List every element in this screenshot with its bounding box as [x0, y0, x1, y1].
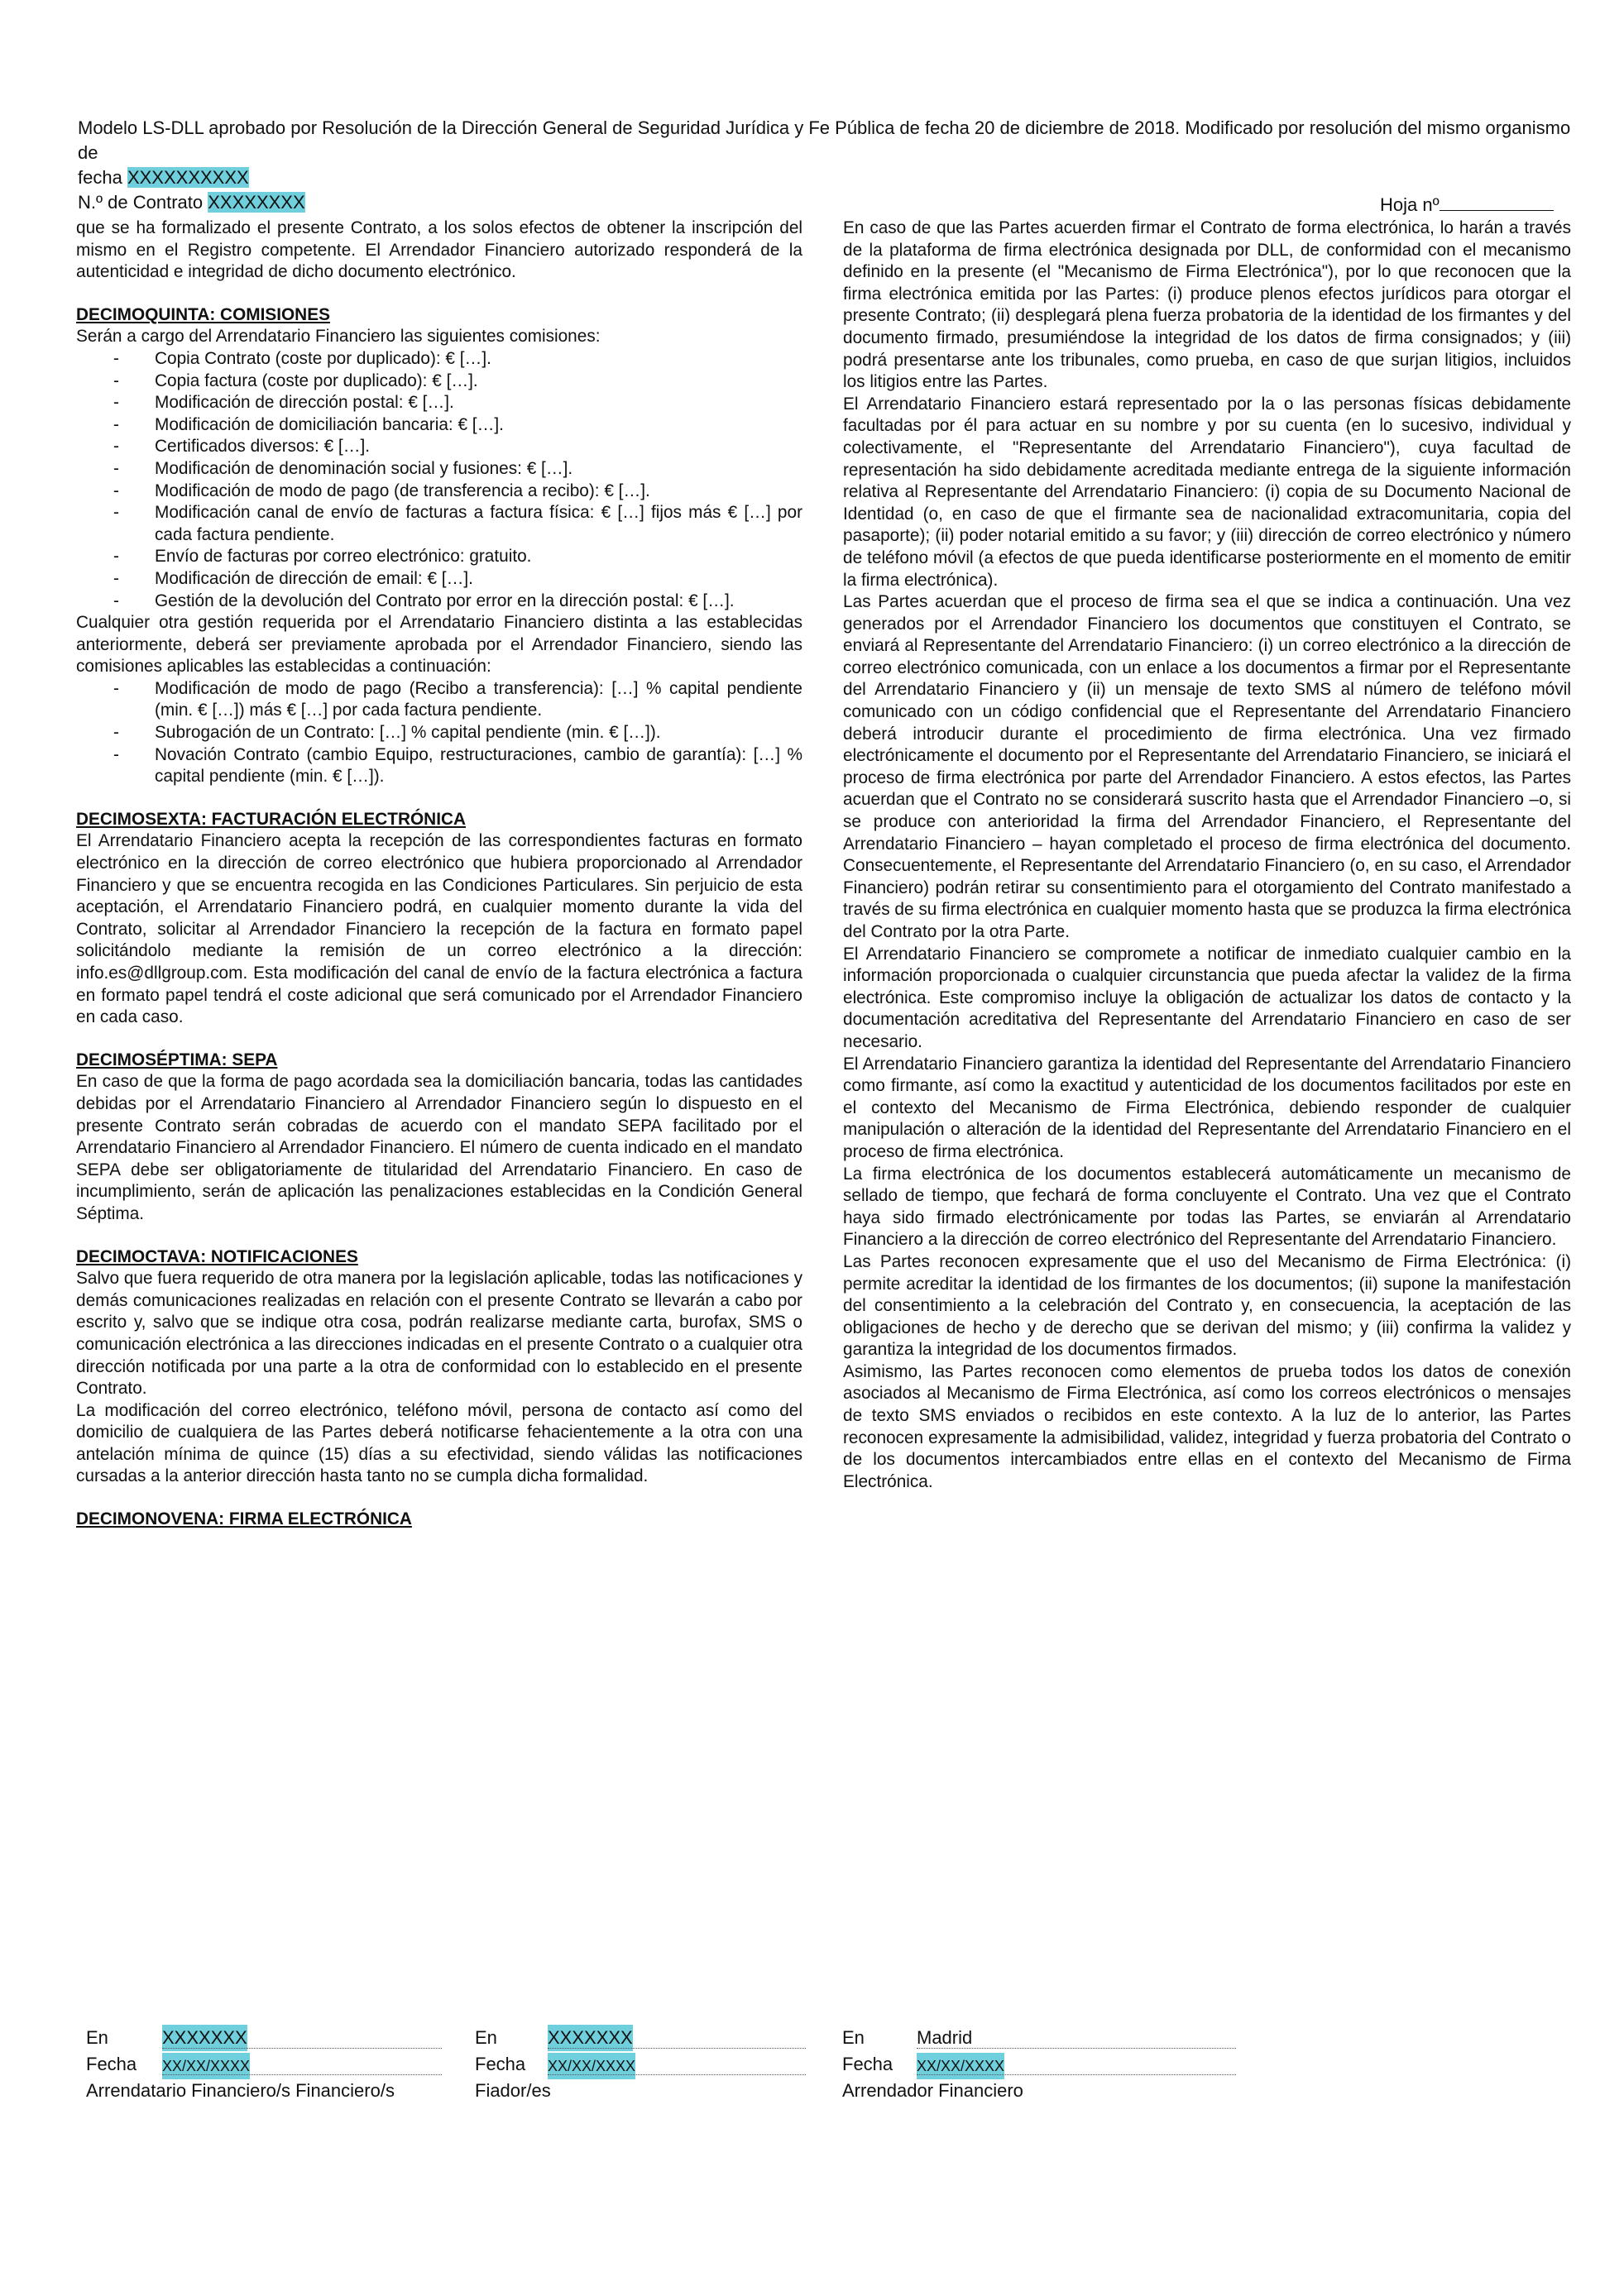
esign-paragraph-3: Las Partes acuerdan que el proceso de firma sea el que se indica a continuación. Una vez generados por el Arrendador Financiero los documentos que constituyen el Contrato, se enviará al Representante del Arrendatario Financiero: (i) un correo electrónico a la dirección de correo electrónico comunicada, con un enlace a los documentos a firmar por el Representante del Arrendatario Financiero y (ii) un mensaje de texto SMS al número de teléfono móvil comunicado con un código confidencial que el Representante del Arrendatario Financiero deberá introducir durante el procedimiento de firma electrónica. Una vez firmado electrónicamente el documento por el Representante del Arrendatario Financiero, se iniciará el proceso de firma electrónica por parte del Arrendador Financiero. A estos efectos, las Partes acuerdan que el Contrato no se considerará suscrito hasta que el Arrendador Financiero –o, si se produce con anterioridad la firma del Arrendador Financiero, el Representante del Arrendatario Financiero – hayan completado el proceso de firma electrónica del documento. Consecuentemente, el Representante del Arrendatario Financiero (o, en su caso, el Arrendador Financiero) podrán retirar su consentimiento para el otorgamiento del Contrato manifestado a través de su firma electrónica en cualquier momento hasta que se produzca la firma electrónica del Contrato por la otra Parte. — [843, 592, 1571, 941]
esign-paragraph-6: La firma electrónica de los documentos establecerá automáticamente un mecanismo de sellado de tiempo, que fechará de forma concluyente el Contrato. Una vez que el Contrato haya sido firmado electrónicamente por todas las Partes, se enviarán al Arrendatario Financiero a la dirección de correo electrónico del Representante del Arrendatario Financiero. — [843, 1164, 1571, 1250]
place-label: En — [842, 2027, 865, 2048]
date-label: Fecha — [475, 2054, 526, 2074]
list-item: - Gestión de la devolución del Contrato por error en la dirección postal: € […]. — [76, 591, 802, 613]
place-field[interactable]: XXXXXXX — [162, 2025, 247, 2051]
section-17-title: DECIMOSÉPTIMA: SEPA — [76, 1050, 278, 1069]
list-item: - Modificación de domiciliación bancaria: € […]. — [76, 414, 802, 437]
header-model-text: Modelo LS-DLL aprobado por Resolución de la Dirección General de Seguridad Jurídica y Fe Pública de fecha 20 de diciembre de 2018. Modificado por resolución del mismo organismo de — [78, 117, 1571, 163]
list-item: - Certificados diversos: € […]. — [76, 436, 802, 458]
date-field[interactable]: XX/XX/XXXX — [162, 2053, 250, 2079]
page-number-label: Hoja nº — [1380, 194, 1440, 215]
page-number-field — [1380, 194, 1554, 217]
header-contract-line — [78, 190, 1575, 215]
page-number-blank[interactable] — [1440, 194, 1554, 211]
list-item: - Novación Contrato (cambio Equipo, restructuraciones, cambio de garantía): […] % capital pendiente (min. € […]). — [76, 744, 802, 788]
signer-role: Arrendatario Financiero/s Financiero/s — [86, 2080, 395, 2101]
list-item: - Copia factura (coste por duplicado): € […]. — [76, 371, 802, 393]
date-field[interactable]: XX/XX/XXXX — [548, 2053, 635, 2079]
list-item: - Modificación de modo de pago (Recibo a transferencia): […] % capital pendiente (min. € […]) más € […] por cada factura pendiente. — [76, 678, 802, 722]
esign-paragraph-7: Las Partes reconocen expresamente que el uso del Mecanismo de Firma Electrónica: (i) permite acreditar la identidad de los firmantes de los documentos; (ii) supone la manifestación del consentimiento a la celebración del Contrato y, en consecuencia, la aceptación de las obligaciones de hecho y de derecho que se derivan del mismo; y (iii) confirma la validez y garantiza la integridad de los documentos firmados. — [843, 1251, 1571, 1360]
place-field[interactable]: XXXXXXX — [548, 2025, 633, 2051]
signature-block-guarantor — [475, 2025, 806, 2101]
list-item: - Modificación de modo de pago (de transferencia a recibo): € […]. — [76, 481, 802, 503]
date-label: Fecha — [842, 2054, 893, 2074]
list-item: - Modificación de denominación social y fusiones: € […]. — [76, 458, 802, 481]
place-label: En — [86, 2027, 108, 2048]
section-19-title: DECIMONOVENA: FIRMA ELECTRÓNICA — [76, 1509, 412, 1529]
section-15-intro: Serán a cargo del Arrendatario Financiero las siguientes comisiones: — [76, 327, 601, 347]
header-fecha-field[interactable]: XXXXXXXXXX — [127, 167, 249, 188]
left-column — [76, 218, 802, 1531]
date-field[interactable]: XX/XX/XXXX — [917, 2053, 1004, 2079]
intro-paragraph: que se ha formalizado el presente Contrato, a los solos efectos de obtener la inscripción del mismo en el Registro competente. El Arrendador Financiero autorizado responderá de la autenticidad e integridad de dicho documento electrónico. — [76, 218, 802, 282]
signer-role: Fiador/es — [475, 2080, 551, 2101]
signature-block-lessor — [842, 2025, 1236, 2101]
esign-paragraph-1: En caso de que las Partes acuerden firmar el Contrato de forma electrónica, lo harán a través de la plataforma de firma electrónica designada por DLL, de conformidad con el mecanismo definido en la presente (el "Mecanismo de Firma Electrónica"), por lo que reconocen que la firma electrónica emitida por las Partes: (i) produce plenos efectos jurídicos para otorgar el presente Contrato; (ii) desplegará plena fuerza probatoria de la identidad de los firmantes y del documento firmado, presumiéndose la integridad de los datos de firma consignados; y (iii) podrá presentarse ante los tribunales, como prueba, en caso de que surjan litigios, incluidos los litigios entre las Partes. — [843, 218, 1571, 392]
signature-block-lessee — [86, 2025, 442, 2101]
list-item: - Modificación de dirección de email: € […]. — [76, 568, 802, 591]
date-label: Fecha — [86, 2054, 137, 2074]
section-16-text: El Arrendatario Financiero acepta la recepción de las correspondientes facturas en formato electrónico en la dirección de correo electrónico que hubiera proporcionado al Arrendador Financiero y que se encuentra recogida en las Condiciones Particulares. Sin perjuicio de esta aceptación, el Arrendatario Financiero podrá, en cualquier momento durante la vida del Contrato, solicitar al Arrendador Financiero la recepción de la factura en formato papel solicitándolo mediante la remisión de un correo electrónico a la dirección: info.es@dllgroup.com. Esta modificación del canal de envío de la factura electrónica a factura en formato papel tendrá el coste adicional que será comunicado por el Arrendador Financiero en cada caso. — [76, 831, 802, 1027]
header-contract-field[interactable]: XXXXXXXX — [208, 192, 305, 213]
list-item: - Envío de facturas por correo electrónico: gratuito. — [76, 546, 802, 568]
list-item: - Modificación de dirección postal: € […]. — [76, 392, 802, 414]
section-18-text-2: La modificación del correo electrónico, teléfono móvil, persona de contacto así como del domicilio de cualquiera de las Partes deberá notificarse fehacientemente a la otra con una antelación mínima de quince (15) días a su efectividad, siendo válidas las notificaciones cursadas a la anterior dirección hasta tanto no se cumpla dicha formalidad. — [76, 1400, 802, 1486]
list-item: - Subrogación de un Contrato: […] % capital pendiente (min. € […]). — [76, 722, 802, 744]
section-18-title: DECIMOCTAVA: NOTIFICACIONES — [76, 1246, 358, 1266]
list-item: - Modificación canal de envío de facturas a factura física: € […] fijos más € […] por cada factura pendiente. — [76, 502, 802, 546]
esign-paragraph-4: El Arrendatario Financiero se compromete a notificar de inmediato cualquier cambio en la información proporcionada o cualquier circunstancia que pueda afectar la validez de la firma electrónica. Este compromiso incluye la obligación de actualizar los datos de contacto y la documentación acreditativa del Representante del Arrendatario Financiero en caso de ser necesario. — [843, 944, 1571, 1051]
list-item: - Copia Contrato (coste por duplicado): € […]. — [76, 348, 802, 371]
place-label: En — [475, 2027, 497, 2048]
section-15-title: DECIMOQUINTA: COMISIONES — [76, 304, 330, 324]
header-contract-label: N.º de Contrato — [78, 192, 204, 213]
signer-role: Arrendador Financiero — [842, 2080, 1023, 2101]
section-18-text-1: Salvo que fuera requerido de otra manera por la legislación aplicable, todas las notificaciones y demás comunicaciones realizadas en relación con el presente Contrato se llevarán a cabo por escrito y, salvo que se indique otra cosa, podrán realizarse mediante carta, burofax, SMS o comunicación electrónica a las direcciones indicadas en el presente Contrato o a cualquier otra dirección notificada por una parte a la otra de conformidad con lo establecido en el presente Contrato. — [76, 1269, 802, 1399]
document-header — [78, 116, 1575, 215]
header-fecha-line — [78, 165, 1575, 190]
section-16-title: DECIMOSEXTA: FACTURACIÓN ELECTRÓNICA — [76, 809, 467, 829]
place-field[interactable]: Madrid — [917, 2027, 973, 2048]
esign-paragraph-8: Asimismo, las Partes reconocen como elementos de prueba todos los datos de conexión asociados al Mecanismo de Firma Electrónica, así como los correos electrónicos o mensajes de texto SMS enviados o recibidos en este contexto. A la luz de lo anterior, las Partes reconocen expresamente la admisibilidad, validez, integridad y fuerza probatoria del Contrato o de los documentos intercambiados entre ellas en el contexto del Mecanismo de Firma Electrónica. — [843, 1361, 1571, 1491]
additional-fees-list — [76, 678, 802, 788]
right-column — [843, 218, 1571, 1493]
esign-paragraph-2: El Arrendatario Financiero estará representado por la o las personas físicas debidamente facultadas por él para actuar en su nombre y por su cuenta (en lo sucesivo, individual y colectivamente, el "Representante del Arrendatario Financiero"), cuya facultad de representación ha sido debidamente acreditada mediante entrega de la siguiente información relativa al Representante del Arrendatario Financiero: (i) copia de su Documento Nacional de Identidad (o, en caso de que el firmante sea de nacionalidad extracomunitaria, copia del pasaporte); (ii) poder notarial emitido a su favor; y (iii) dirección de correo electrónico y número de teléfono móvil (a efectos de que pueda identificarse posteriormente en el momento de emitir la firma electrónica). — [843, 394, 1571, 590]
section-15-mid: Cualquier otra gestión requerida por el Arrendatario Financiero distinta a las establecidas anteriormente, deberá ser previamente aprobada por el Arrendador Financiero, siendo las comisiones aplicables las establecidas a continuación: — [76, 613, 802, 677]
fees-list — [76, 348, 802, 612]
esign-paragraph-5: El Arrendatario Financiero garantiza la identidad del Representante del Arrendatario Financiero como firmante, así como la exactitud y autenticidad de los documentos facilitados por este en el contexto del Mecanismo de Firma Electrónica, debiendo responder de cualquier manipulación o alteración de la identidad del Representante del Arrendatario Financiero en el proceso de firma electrónica. — [843, 1054, 1571, 1161]
header-model-line — [78, 116, 1575, 165]
header-fecha-label: fecha — [78, 167, 122, 188]
section-17-text: En caso de que la forma de pago acordada sea la domiciliación bancaria, todas las cantidades debidas por el Arrendatario Financiero al Arrendador Financiero según lo dispuesto en el presente Contrato serán cobradas de acuerdo con el mandato SEPA facilitado por el Arrendatario Financiero al Arrendador Financiero. El número de cuenta indicado en el mandato SEPA debe ser obligatoriamente de titularidad del Arrendatario Financiero. En caso de incumplimiento, serán de aplicación las penalizaciones establecidas en la Condición General Séptima. — [76, 1072, 802, 1223]
